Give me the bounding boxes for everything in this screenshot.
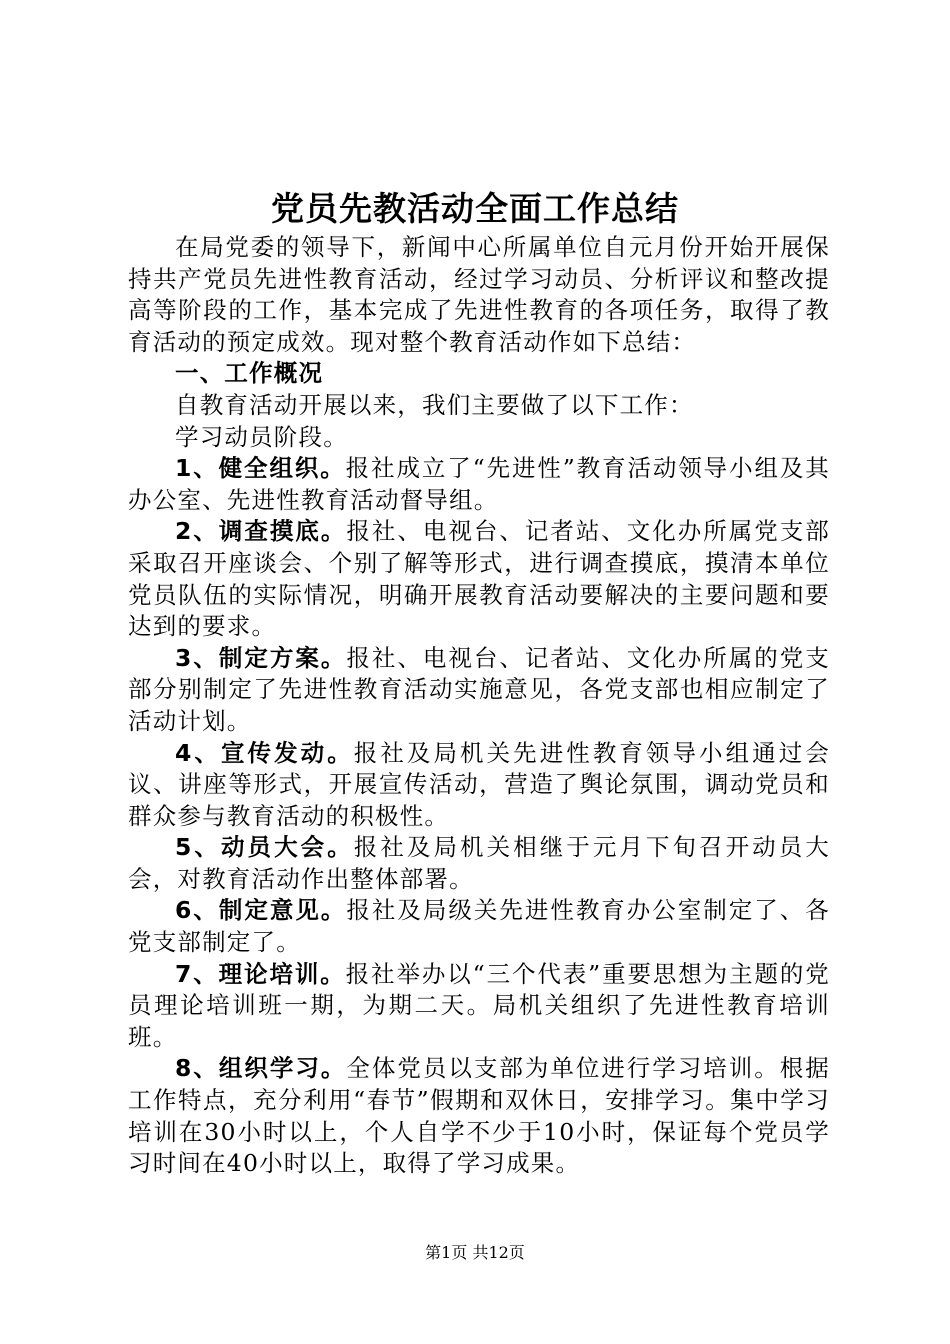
item-label: 1、健全组织。 <box>175 454 346 483</box>
item-text: 报社及局机关相继于元月下旬召开动员大会，对教育活动作出整体部署。 <box>128 833 830 893</box>
page-footer: 第1页 共12页 <box>425 1243 525 1262</box>
item-label: 7、理论培训。 <box>175 959 346 988</box>
item-label: 4、宣传发动。 <box>175 738 354 767</box>
list-item <box>128 959 830 1054</box>
intro-paragraph: 在局党委的领导下，新闻中心所属单位自元月份开始开展保持共产党员先进性教育活动，经过学习动员、分析评议和整改提高等阶段的工作，基本完成了先进性教育的各项任务，取得了教育活动的预定成效。现对整个教育活动作如下总结： <box>128 233 830 356</box>
item-text: 全体党员以支部为单位进行学习培训。根据工作特点，充分利用“春节”假期和双休日，安排学习。集中学习培训在30小时以上，个人自学不少于10小时，保证每个党员学习时间在40小时以上，取得了学习成果。 <box>128 1054 830 1178</box>
item-text: 报社、电视台、记者站、文化办所属党支部采取召开座谈会、个别了解等形式，进行调查摸底，摸清本单位党员队伍的实际情况，明确开展教育活动要解决的主要问题和要达到的要求。 <box>128 517 830 641</box>
list-item <box>128 895 830 958</box>
list-item <box>128 832 830 895</box>
item-text: 报社及局机关先进性教育领导小组通过会议、讲座等形式，开展宣传活动，营造了舆论氛围，调动党员和群众参与教育活动的积极性。 <box>128 738 830 830</box>
item-label: 2、调查摸底。 <box>175 517 347 546</box>
list-item <box>128 1053 830 1179</box>
list-item <box>128 643 830 738</box>
document-body <box>128 232 830 1180</box>
stage-label: 学习动员阶段。 <box>175 422 348 451</box>
list-item <box>128 516 830 642</box>
item-label: 6、制定意见。 <box>175 896 347 925</box>
section-lead: 自教育活动开展以来，我们主要做了以下工作： <box>175 390 694 419</box>
item-text: 报社举办以“三个代表”重要思想为主题的党员理论培训班一期，为期二天。局机关组织了先进性教育培训班。 <box>128 959 830 1051</box>
document-title: 党员先教活动全面工作总结 <box>271 189 679 228</box>
section-heading: 一、工作概况 <box>175 359 324 388</box>
list-item <box>128 453 830 516</box>
item-text: 报社及局级关先进性教育办公室制定了、各党支部制定了。 <box>128 896 830 957</box>
item-label: 3、制定方案。 <box>175 643 347 672</box>
list-item <box>128 738 830 833</box>
item-label: 8、组织学习。 <box>175 1054 347 1083</box>
item-text: 报社、电视台、记者站、文化办所属的党支部分别制定了先进性教育活动实施意见，各党支部也相应制定了活动计划。 <box>128 643 830 735</box>
item-text: 报社成立了“先进性”教育活动领导小组及其办公室、先进性教育活动督导组。 <box>128 454 830 514</box>
item-label: 5、动员大会。 <box>175 833 354 862</box>
